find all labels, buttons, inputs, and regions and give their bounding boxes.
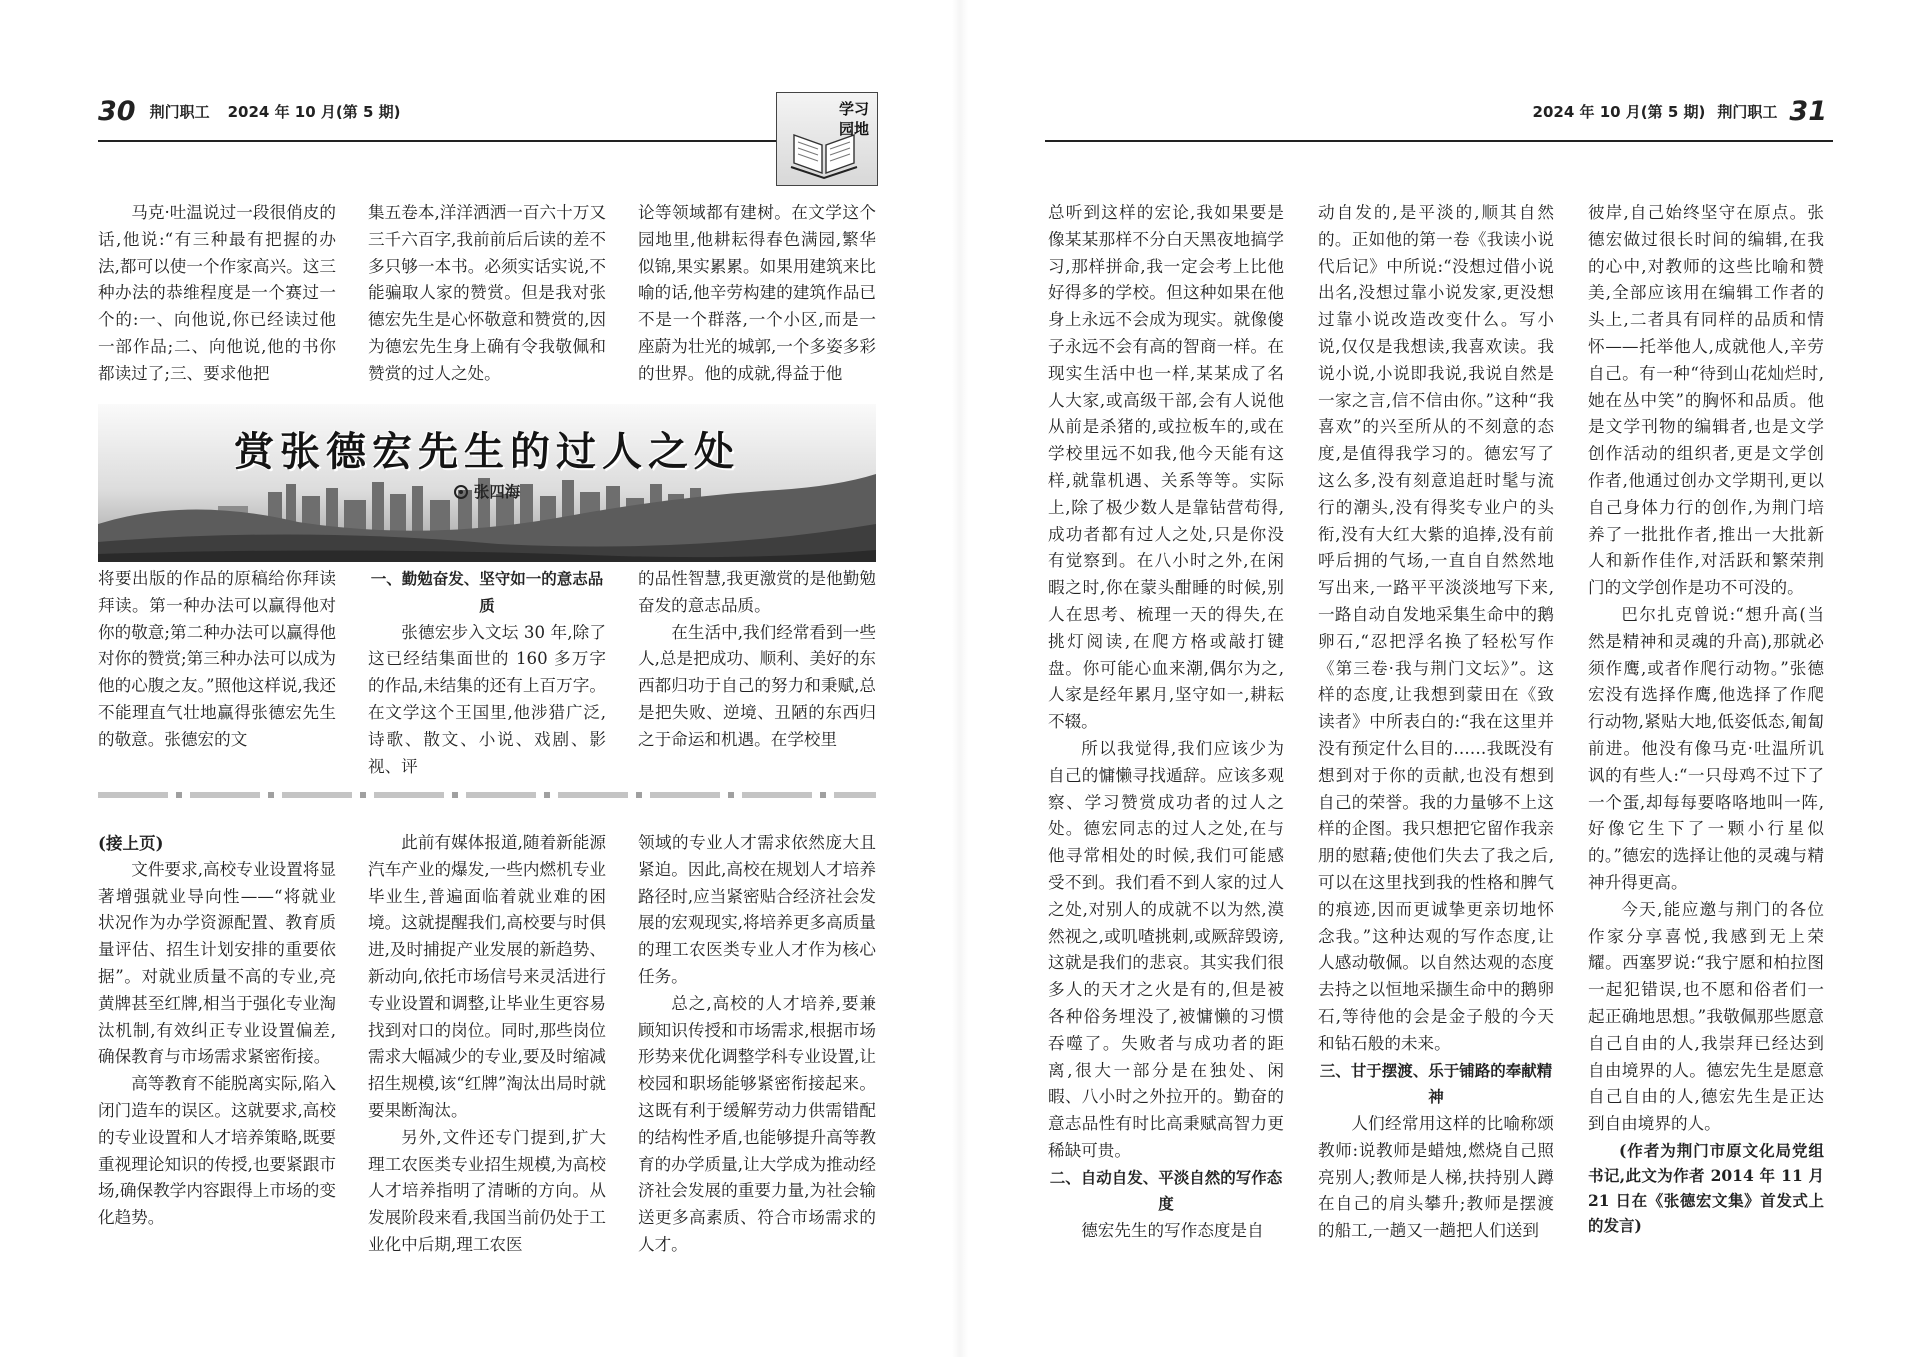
left-magazine-name: 荆门职工	[149, 103, 210, 121]
right-magazine-name: 荆门职工	[1717, 103, 1778, 121]
author-note: (作者为荆门市原文化局党组书记,此文为作者 2014 年 11 月 21 日在《张德宏文集》首发式上的发言)	[1588, 1140, 1824, 1235]
section-divider	[98, 792, 876, 798]
right-page-number: 31	[1789, 96, 1827, 127]
left-page-number: 30	[98, 96, 136, 127]
right-issue-date: 2024 年 10 月(第 5 期)	[1532, 103, 1706, 121]
article-mid-column-3: 的品性智慧,我更激赏的是他勤勉奋发的意志品质。 在生活中,我们经常看到一些人,总是把成功、顺利、美好的东西都归功于自己的努力和秉赋,总是把失败、逆境、丑陋的东西归之于命运和机遇。在学校里	[638, 569, 876, 749]
section-heading-2: 二、自动自发、平淡自然的写作态度	[1049, 1168, 1283, 1214]
right-column-1: 总听到这样的宏论,我如果要是像某某那样不分白天黑夜地搞学习,那样拼命,我一定会考上比他好得多的学校。但这种如果在他身上永远不会成为现实。就像傻子永远不会有高的智商一样。在现实生活中也一样,某某成了名人大家,或高级干部,会有人说他从前是杀猪的,或拉板车的,或在学校里远不如我,他今天能有这样,就靠机遇、关系等等。实际上,除了极少数人是靠钻营苟得,成功者都有过人之处,只是你没有觉察到。在八小时之外,在闲暇之时,你在蒙头酣睡的时候,别人在思考、梳理一天的得失,在挑灯阅读,在爬方格或敲打键盘。你可能心血来潮,偶尔为之,人家是经年累月,坚守如一,耕耘不辍。 所以我觉得,我们应该少为自己的慵懒寻找遁辞。应该多观察、学习赞赏成功者的过人之处。德宏同志的过人之处,在与他寻常相处的时候,我们可能感受不到。我们看不到人家的过人之处,对别人的成就不以为然,漠然视之,或叽喳挑刺,或厥辞毁谤,这就是我们的悲哀。其实我们很多人的天才之火是有的,但是被各种俗务埋没了,被慵懒的习惯吞噬了。失败者与成功者的距离,很大一部分是在独处、闲暇、八小时之外拉开的。勤奋的意志品性有时比高秉赋高智力更稀缺可贵。 二、自动自发、平淡自然的写作态度 德宏先生的写作态度是自	[1048, 203, 1284, 1241]
article-author: 张四海	[98, 480, 876, 502]
section-heading-1: 一、勤勉奋发、坚守如一的意志品质	[370, 570, 604, 615]
left-page-header	[98, 96, 400, 127]
right-page	[960, 0, 1920, 1357]
continued-column-1: (接上页) 文件要求,高校专业设置将显著增强就业导向性——“将就业状况作为办学资源配置、教育质量评估、招生计划安排的重要依据”。对就业质量不高的专业,亮黄牌甚至红牌,相当于强化专业淘汰机制,有效纠正专业设置偏差,确保教育与市场需求紧密衔接。 高等教育不能脱离实际,陷入闭门造车的误区。这就要求,高校的专业设置和人才培养策略,既要重视理论知识的传授,也要紧跟市场,确保教学内容跟得上市场的变化趋势。	[98, 830, 336, 1232]
article-top-column-3: 论等领域都有建树。在文学这个园地里,他耕耘得春色满园,繁华似锦,果实累累。如果用建筑来比喻的话,他辛劳构建的建筑作品已不是一个群落,一个小区,而是一座蔚为壮光的城郭,一个多姿多彩的世界。他的成就,得益于他	[638, 203, 876, 383]
article-mid-column-1: 将要出版的作品的原稿给你拜读拜读。第一种办法可以赢得他对你的敬意;第二种办法可以赢得他对你的赞赏;第三种办法可以成为他的心腹之友。”照他这样说,我还不能理直气壮地赢得张德宏先生的敬意。张德宏的文	[98, 569, 336, 749]
article-mid-column-2: 一、勤勉奋发、坚守如一的意志品质 张德宏步入文坛 30 年,除了这已经结集面世的 160 多万字的作品,未结集的还有上百万字。在文学这个王国里,他涉猎广泛,诗歌、散文、小说、戏剧、影视、评	[368, 566, 606, 780]
right-column-3: 彼岸,自己始终坚守在原点。张德宏做过很长时间的编辑,在我的心中,对教师的这些比喻和赞美,全部应该用在编辑工作者的头上,二者具有同样的品质和情怀——托举他人,成就他人,辛劳自己。有一种“待到山花灿烂时,她在丛中笑”的胸怀和品质。他是文学刊物的编辑者,也是文学创作活动的组织者,更是文学创作者,他通过创办文学期刊,更以自己身体力行的创作,为荆门培养了一批批作者,推出一大批新人和新作佳作,对活跃和繁荣荆门的文学创作是功不可没的。 巴尔扎克曾说:“想升高(当然是精神和灵魂的升高),那就必须作鹰,或者作爬行动物。”张德宏没有选择作鹰,他选择了作爬行动物,紧贴大地,低姿低态,匍匐前进。他没有像马克·吐温所讥讽的有些人:“一只母鸡不过下了一个蛋,却每每要咯咯地叫一阵,好像它生下了一颗小行星似的。”德宏的选择让他的灵魂与精神升得更高。 今天,能应邀与荆门的各位作家分享喜悦,我感到无上荣耀。西塞罗说:“我宁愿和柏拉图一起犯错误,也不愿和俗者们一起正确地思想。”我敬佩那些愿意自己自由的人,我崇拜已经达到自由境界的人。德宏先生是愿意自己自由的人,德宏先生是正达到自由境界的人。 (作者为荆门市原文化局党组书记,此文为作者 2014 年 11 月 21 日在《张德宏文集》首发式上的发言)	[1588, 200, 1824, 1238]
article-top-column-2: 集五卷本,洋洋洒洒一百六十万又三千六百字,我前前后后读的差不多只够一本书。必须实话实说,不能骗取人家的赞赏。但是我对张德宏先生是心怀敬意和赞赏的,因为德宏先生身上确有令我敬佩和赞赏的过人之处。	[368, 203, 606, 383]
article-title-banner	[98, 404, 876, 562]
article-title: 赏张德宏先生的过人之处	[234, 429, 740, 475]
article-top-column-1: 马克·吐温说过一段很俏皮的话,他说:“有三种最有把握的办法,都可以使一个作家高兴。这三种办法的恭维程度是一个赛过一个的:一、向他说,你已经读过他一部作品;二、向他说,他的书你都读过了;三、要求他把	[98, 203, 336, 383]
continued-marker: (接上页)	[98, 833, 164, 853]
right-column-2: 动自发的,是平淡的,顺其自然的。正如他的第一卷《我读小说代后记》中所说:“没想过借小说出名,没想过靠小说发家,更没想过靠小说改造改变什么。写小说,仅仅是我想读,我喜欢读。我说小说,小说即我说,我说自然是一家之言,信不信由你。”这种“我喜欢”的兴至所从的不刻意的态度,是值得我学习的。德宏写了这么多,没有刻意追赶时髦与流行的潮头,没有得奖专业户的头衔,没有大红大紫的追捧,没有前呼后拥的气场,一直自自然然地写出来,一路平平淡淡地写下来,一路自动自发地采集生命中的鹅卵石,“忍把浮名换了轻松写作《第三卷·我与荆门文坛》”。这样的态度,让我想到蒙田在《致读者》中所表白的:“我在这里并没有预定什么目的……我既没有想到对于你的贡献,也没有想到自己的荣誉。我的力量够不上这样的企图。我只想把它留作我亲朋的慰藉;使他们失去了我之后,可以在这里找到我的性格和脾气的痕迹,因而更诚挚更亲切地怀念我。”这种达观的写作态度,让人感动敬佩。以自然达观的态度去持之以恒地采撷生命中的鹅卵石,等待他的会是金子般的今天和钻石般的未来。 三、甘于摆渡、乐于铺路的奉献精神 人们经常用这样的比喻称颂教师:说教师是蜡烛,燃烧自己照亮别人;教师是人梯,扶持别人蹲在自己的肩头攀升;教师是摆渡的船工,一趟又一趟把人们送到	[1318, 203, 1554, 1241]
right-page-header	[1533, 96, 1827, 127]
right-header-rule	[1045, 140, 1833, 142]
continued-column-3: 领域的专业人才需求依然庞大且紧迫。因此,高校在规划人才培养路径时,应当紧密贴合经济社会发展的宏观现实,将培养更多高质量的理工农医类专业人才作为核心任务。 总之,高校的人才培养,要兼顾知识传授和市场需求,根据市场形势来优化调整学科专业设置,让校园和职场能够紧密衔接起来。这既有利于缓解劳动力供需错配的结构性矛盾,也能够提升高等教育的办学质量,让大学成为推动经济社会发展的重要力量,为社会输送更多高素质、符合市场需求的人才。	[638, 833, 876, 1254]
section-heading-3: 三、甘于摆渡、乐于铺路的奉献精神	[1319, 1061, 1553, 1107]
left-header-rule	[98, 140, 876, 142]
column-badge	[776, 92, 878, 186]
left-issue-date: 2024 年 10 月(第 5 期)	[227, 103, 401, 121]
author-circle-icon	[454, 485, 468, 499]
continued-column-2: 此前有媒体报道,随着新能源汽车产业的爆发,一些内燃机专业毕业生,普遍面临着就业难的困境。这就提醒我们,高校要与时俱进,及时捕捉产业发展的新趋势、新动向,依托市场信号来灵活进行专业设置和调整,让毕业生更容易找到对口的岗位。同时,那些岗位需求大幅减少的专业,要及时缩减招生规模,该“红牌”淘汰出局时就要果断淘汰。 另外,文件还专门提到,扩大理工农医类专业招生规模,为高校人才培养指明了清晰的方向。从发展阶段来看,我国当前仍处于工业化中后期,理工农医	[368, 833, 606, 1254]
column-badge-label: 学习 园地	[838, 100, 869, 138]
